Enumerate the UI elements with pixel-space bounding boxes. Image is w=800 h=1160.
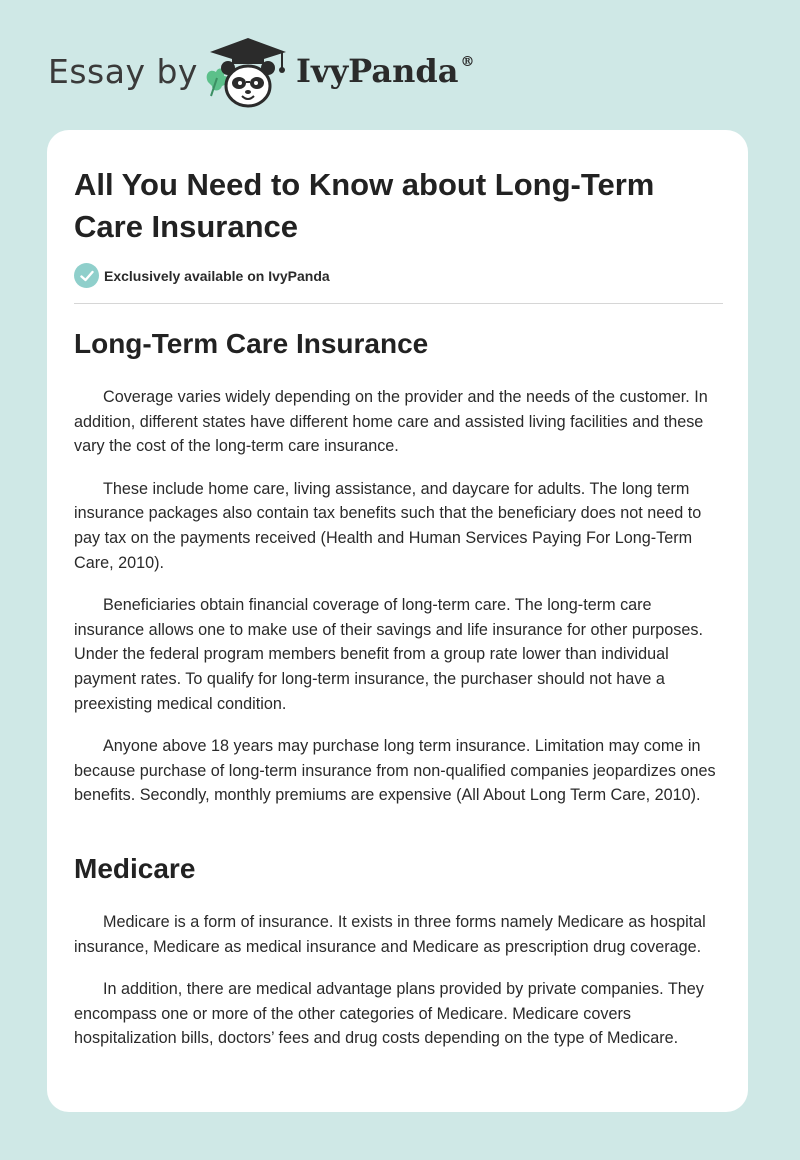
check-circle-icon: [74, 263, 99, 288]
article-card: [47, 130, 748, 1112]
paragraph: These include home care, living assistance, and daycare for adults. The long term insurance packages also contain tax benefits such that the beneficiary does not need to pay tax on the payments received (Health and Human Services Paying For Long-Term Care, 2010).: [74, 479, 702, 572]
paragraph: Coverage varies widely depending on the provider and the needs of the customer. In addition, different states have different home care and assisted living facilities and these vary the cost of the long-term care insurance.: [74, 388, 708, 456]
site-header: [48, 30, 488, 110]
paragraph: In addition, there are medical advantage plans provided by private companies. They encompass one or more of the other categories of Medicare. Medicare covers hospitalization bills, doctors’ fees and drug costs depending on the type of Medicare.: [74, 980, 704, 1048]
section-long-term-care: [74, 327, 724, 808]
paragraph: Anyone above 18 years may purchase long term insurance. Limitation may come in because purchase of long-term insurance from non-qualified companies jeopardizes ones benefits. Secondly, monthly premiums are expensive (All About Long Term Care, 2010).: [74, 737, 716, 805]
registered-mark: ®: [460, 54, 475, 70]
panda-graduate-logo-icon[interactable]: [202, 36, 294, 110]
exclusive-badge: [74, 263, 330, 288]
article-title: All You Need to Know about Long-Term Care Insurance: [74, 167, 655, 244]
brand-name[interactable]: IvyPanda ®: [296, 52, 475, 90]
paragraph: Medicare is a form of insurance. It exists in three forms namely Medicare as hospital insurance, Medicare as medical insurance and Medicare as prescription drug coverage.: [74, 913, 706, 956]
section-heading: Medicare: [74, 853, 196, 884]
section-heading: Long-Term Care Insurance: [74, 328, 429, 359]
essay-by-label: Essay by: [48, 52, 198, 91]
exclusive-label: Exclusively available on IvyPanda: [104, 267, 330, 284]
section-medicare: [74, 852, 724, 1051]
paragraph: Beneficiaries obtain financial coverage of long-term care. The long-term care insurance allows one to make use of their savings and life insurance for other purposes. Under the federal program members benefit from a group rate lower than individual payment rates. To qualify for long-term insurance, the purchaser should not have a preexisting medical condition.: [74, 596, 703, 713]
divider: [74, 303, 723, 304]
